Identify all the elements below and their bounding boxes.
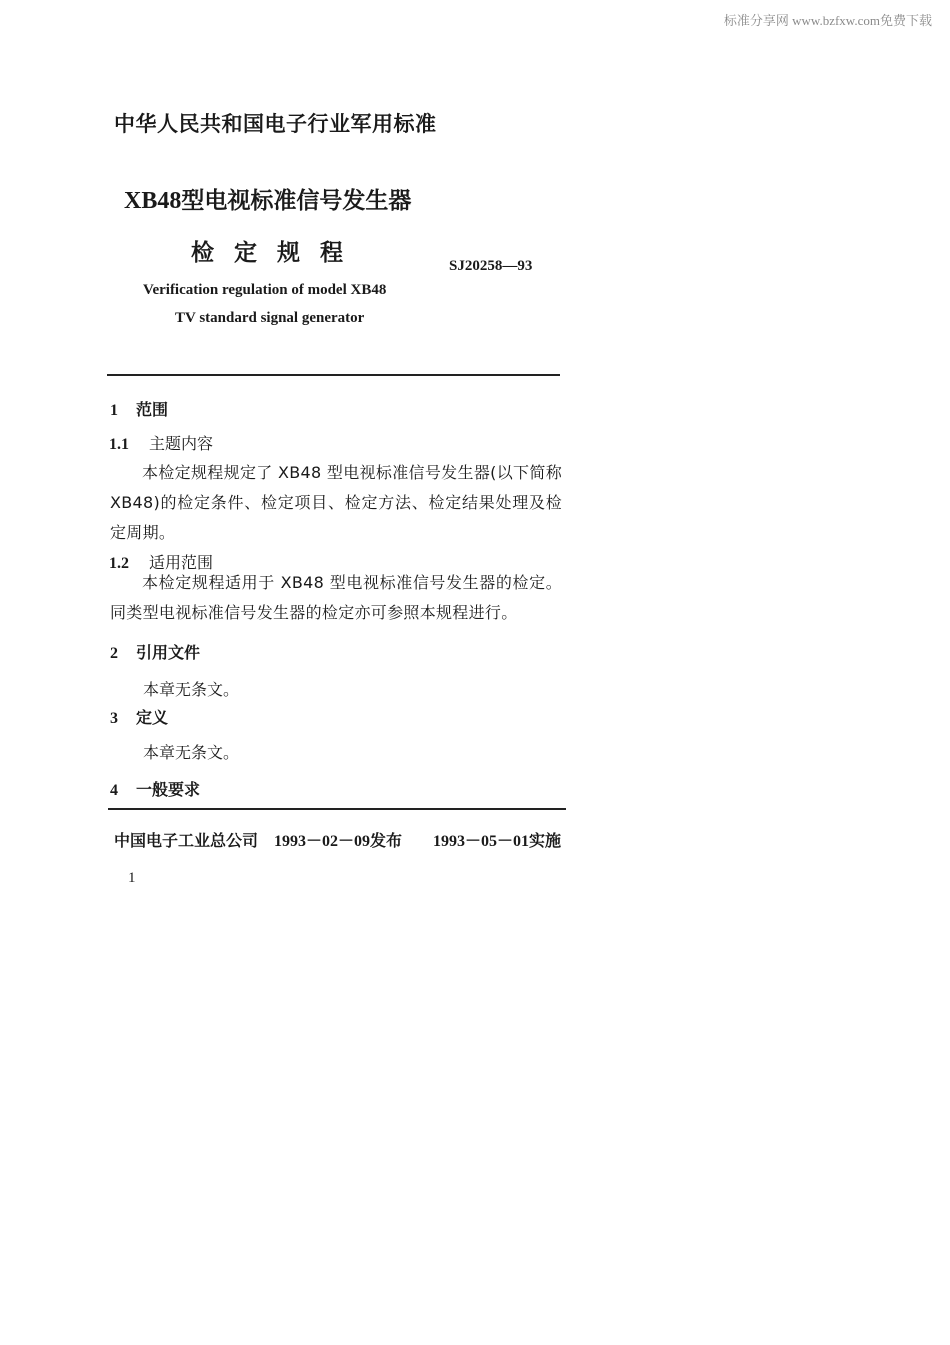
document-subtitle: 检定规程 [191,240,363,266]
section-3-heading [110,705,168,728]
section-2-body: 本章无条文。 [143,680,240,699]
section-1-1-body: 本检定规程规定了 XB48 型电视标准信号发生器(以下简称XB48)的检定条件、检定项目、检定方法、检定结果处理及检定周期。 [110,463,562,542]
section-1-heading [110,397,168,420]
section-1-2-body: 本检定规程适用于 XB48 型电视标准信号发生器的检定。同类型电视标准信号发生器的检定亦可参照本规程进行。 [110,573,562,622]
issuer: 中国电子工业总公司 [114,831,259,850]
standard-name: 中华人民共和国电子行业军用标准 [114,112,437,136]
document-title [124,182,411,215]
section-title: 适用范围 [149,553,214,572]
section-number: 2 [110,645,118,662]
section-3-body: 本章无条文。 [143,743,240,762]
page-number: 1 [128,870,136,886]
effective-label: 实施 [529,831,562,850]
issue-date: 1993－02－09 [274,833,371,850]
section-4-heading [110,777,200,800]
issue-date-group [274,828,402,851]
english-title-line1: Verification regulation of model XB48 [143,282,387,298]
header-divider [107,374,560,376]
section-number: 1 [110,402,118,419]
issue-label: 发布 [370,831,403,850]
effective-date: 1993－05－01 [433,833,530,850]
english-title-line2: TV standard signal generator [175,310,365,326]
section-number: 1.1 [109,436,129,453]
standard-code: SJ20258—93 [449,258,533,274]
section-title: 范围 [136,400,169,419]
section-number: 4 [110,782,118,799]
section-2-heading [110,640,200,663]
section-title: 主题内容 [149,434,214,453]
section-number: 1.2 [109,555,129,572]
watermark-text: 标准分享网 www.bzfxw.com免费下载 [723,13,932,28]
section-title: 一般要求 [136,780,201,799]
section-title: 引用文件 [136,643,201,662]
title-model: XB48 [124,188,182,214]
section-title: 定义 [136,708,169,727]
effective-date-group [433,828,561,851]
section-number: 3 [110,710,118,727]
title-rest: 型电视标准信号发生器 [181,188,412,214]
section-1-1-heading [109,431,213,454]
footer-divider [108,808,566,810]
